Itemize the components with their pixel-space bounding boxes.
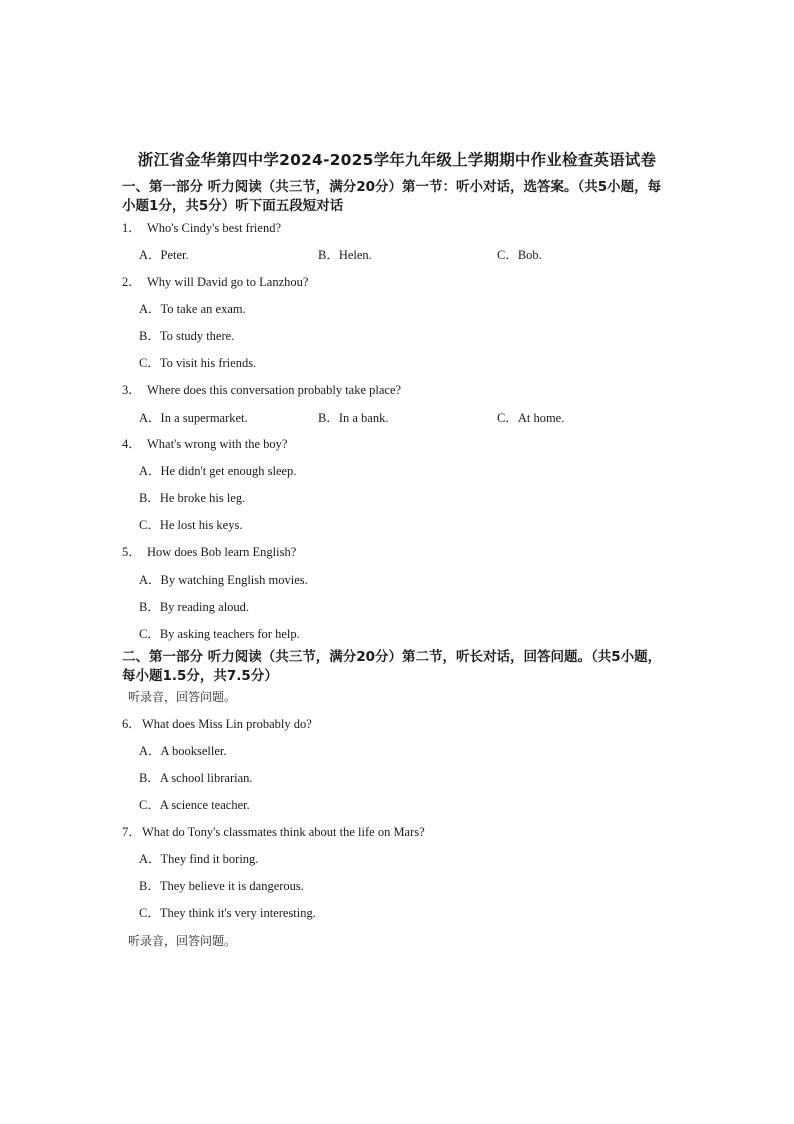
option-b: B．They believe it is dangerous. — [139, 879, 304, 893]
question-number: 2． — [122, 275, 141, 289]
option-c: C．He lost his keys. — [139, 518, 243, 532]
option-a: A．They find it boring. — [139, 852, 259, 866]
page-title: 浙江省金华第四中学2024-2025学年九年级上学期期中作业检查英语试卷 — [137, 151, 657, 169]
option-b: B．By reading aloud. — [139, 600, 250, 614]
option-c: C．To visit his friends. — [139, 356, 257, 370]
question-number: 4． — [122, 437, 141, 451]
question-text: Who's Cindy's best friend? — [147, 221, 281, 235]
option-a: A．A bookseller. — [139, 744, 227, 758]
question-number: 5． — [122, 545, 141, 559]
question-text: Why will David go to Lanzhou? — [147, 275, 309, 289]
option-b: B．A school librarian. — [139, 771, 253, 785]
option-a: A．To take an exam. — [139, 302, 246, 316]
option-b: B．He broke his leg. — [139, 491, 246, 505]
option-a: A．Peter. — [139, 248, 189, 262]
instruction-text: 听录音，回答问题。 — [128, 690, 237, 704]
question-number: 7． — [122, 825, 141, 839]
section-2-heading-line-1: 二、第一部分 听力阅读（共三节，满分20分）第二节，听长对话，回答问题。（共5小题， — [122, 649, 662, 665]
question-text: What's wrong with the boy? — [147, 437, 288, 451]
option-c: C．They think it's very interesting. — [139, 906, 316, 920]
option-a: A．By watching English movies. — [139, 573, 308, 587]
option-b: B．To study there. — [139, 329, 235, 343]
section-1-heading-line-2: 小题1分，共5分）听下面五段短对话 — [122, 198, 344, 214]
option-c: C．At home. — [497, 411, 565, 425]
question-text: How does Bob learn English? — [147, 545, 297, 559]
option-c: C．By asking teachers for help. — [139, 627, 300, 641]
option-a: A．He didn't get enough sleep. — [139, 464, 297, 478]
section-2-heading-line-2: 每小题1.5分，共7.5分） — [122, 668, 278, 684]
option-a: A．In a supermarket. — [139, 411, 248, 425]
question-text: What does Miss Lin probably do? — [142, 717, 312, 731]
option-c: C．A science teacher. — [139, 798, 250, 812]
question-number: 3． — [122, 383, 141, 397]
question-number: 6． — [122, 717, 141, 731]
question-text: Where does this conversation probably take place? — [147, 383, 402, 397]
option-b: B．In a bank. — [318, 411, 389, 425]
option-b: B．Helen. — [318, 248, 372, 262]
section-1-heading-line-1: 一、第一部分 听力阅读（共三节，满分20分）第一节：听小对话，选答案。（共5小题，每 — [122, 179, 662, 195]
option-c: C．Bob. — [497, 248, 542, 262]
instruction-text: 听录音，回答问题。 — [128, 934, 237, 948]
question-number: 1． — [122, 221, 141, 235]
question-text: What do Tony's classmates think about the life on Mars? — [142, 825, 425, 839]
